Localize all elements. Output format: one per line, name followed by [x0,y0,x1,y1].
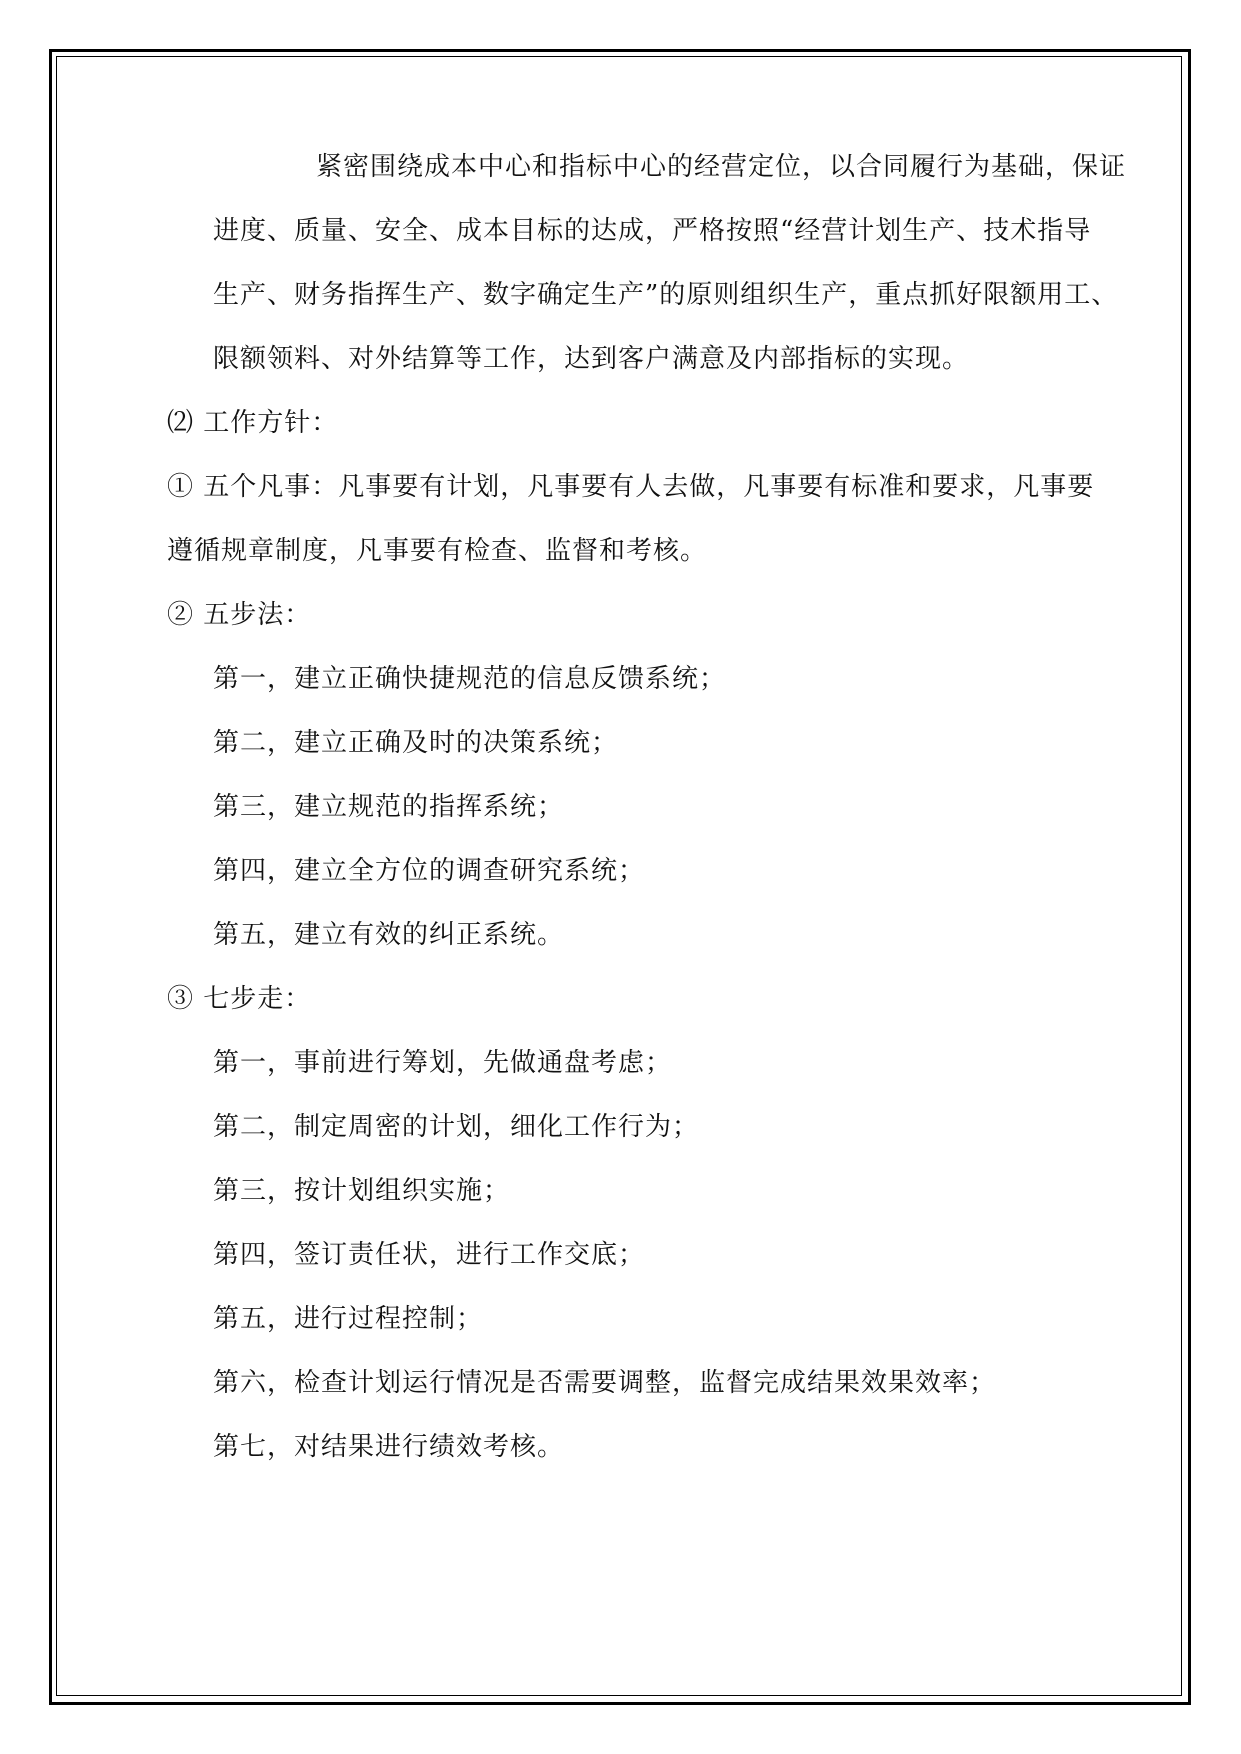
step-line: 第六，检查计划运行情况是否需要调整，监督完成结果效果效率； [213,1368,997,1398]
step-line: 第四，建立全方位的调查研究系统； [213,856,646,886]
paragraph-line: 生产、财务指挥生产、数字确定生产”的原则组织生产，重点抓好限额用工、 [213,280,1119,310]
step-line: 第三，建立规范的指挥系统； [213,792,565,822]
step-line: 第一，建立正确快捷规范的信息反馈系统； [213,664,727,694]
step-line: 第二，建立正确及时的决策系统； [213,728,619,758]
step-line: 第七，对结果进行绩效考核。 [213,1432,565,1462]
step-line: 第四，签订责任状，进行工作交底； [213,1240,646,1270]
list-item-3-heading: ③ 七步走： [167,984,312,1014]
list-item-1-line: ① 五个凡事：凡事要有计划，凡事要有人去做，凡事要有标准和要求，凡事要 [167,472,1095,502]
step-line: 第五，建立有效的纠正系统。 [213,920,565,950]
paragraph-line: 进度、质量、安全、成本目标的达成，严格按照“经营计划生产、技术指导 [213,216,1092,246]
section-heading: ⑵ 工作方针： [167,408,339,438]
step-line: 第二，制定周密的计划，细化工作行为； [213,1112,700,1142]
paragraph-line: 紧密围绕成本中心和指标中心的经营定位，以合同履行为基础，保证 [316,152,1127,182]
list-item-1-line: 遵循规章制度，凡事要有检查、监督和考核。 [167,536,708,566]
list-item-2-heading: ② 五步法： [167,600,312,630]
step-line: 第五，进行过程控制； [213,1304,484,1334]
step-line: 第三，按计划组织实施； [213,1176,511,1206]
paragraph-line: 限额领料、对外结算等工作，达到客户满意及内部指标的实现。 [213,344,970,374]
step-line: 第一，事前进行筹划，先做通盘考虑； [213,1048,673,1078]
